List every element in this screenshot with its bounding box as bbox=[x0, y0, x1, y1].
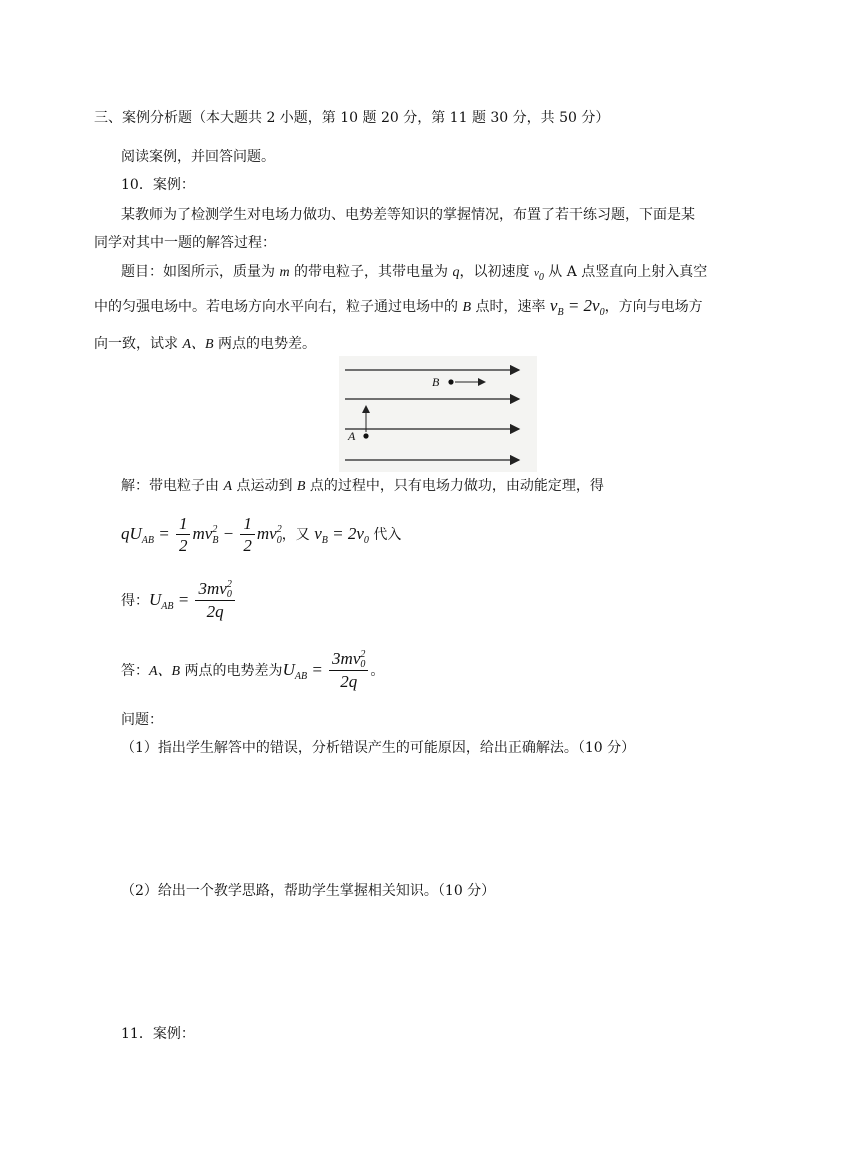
speed-rhs-subscript: 0 bbox=[599, 306, 605, 318]
answer-denominator: 2q bbox=[340, 672, 358, 692]
solution-line1 bbox=[121, 476, 604, 497]
point-a-symbol: A bbox=[223, 479, 233, 494]
answer-num-sup: 2 bbox=[360, 649, 366, 661]
eq1-term1-sup: 2 bbox=[212, 524, 218, 535]
eq1-term1-sub: B bbox=[212, 535, 219, 546]
point-b-dot bbox=[448, 379, 453, 384]
problem-text: 两点的电势差。 bbox=[213, 336, 317, 352]
eq1-tail-rhs: = 2v bbox=[327, 524, 364, 543]
velocity-symbol: v bbox=[533, 267, 539, 279]
question-2: （2）给出一个教学思路，帮助学生掌握相关知识。（10 分） bbox=[121, 883, 496, 899]
answer-u: U bbox=[282, 660, 295, 679]
speed-b-symbol: v bbox=[549, 296, 558, 315]
problem-line3 bbox=[94, 334, 316, 355]
charge-symbol: q bbox=[452, 265, 460, 280]
label-a: A bbox=[348, 429, 356, 443]
speed-b-subscript: B bbox=[557, 306, 564, 318]
section-heading: 三、案例分析题（本大题共 2 小题，第 10 题 20 分，第 11 题 30 分，共 50 分） bbox=[94, 110, 610, 126]
label-b: B bbox=[432, 375, 440, 389]
eq1-tail-rhs-subscript: 0 bbox=[363, 534, 369, 546]
eq2-num-sub: 0 bbox=[226, 589, 232, 601]
velocity-subscript: 0 bbox=[538, 271, 544, 283]
field-lines-diagram bbox=[339, 356, 537, 472]
eq2-u-subscript: AB bbox=[161, 600, 174, 612]
eq1-fraction bbox=[240, 514, 255, 557]
eq1-frac-num: 1 bbox=[176, 514, 191, 535]
answer-end: 。 bbox=[370, 663, 385, 679]
point-b-symbol: B bbox=[462, 300, 472, 315]
answer-u-subscript: AB bbox=[294, 670, 308, 682]
case10-intro-line1: 某教师为了检测学生对电场力做功、电势差等知识的掌握情况，布置了若干练习题，下面是某 bbox=[121, 207, 695, 223]
problem-text: 中的匀强电场中。若电场方向水平向右，粒子通过电场中的 bbox=[94, 299, 463, 315]
eq1-term2-sup: 2 bbox=[276, 524, 282, 535]
questions-label: 问题： bbox=[121, 712, 163, 728]
section-instruction: 阅读案例，并回答问题。 bbox=[121, 149, 275, 165]
points-ab: A、B bbox=[182, 337, 214, 352]
answer-prefix: 答： bbox=[121, 663, 149, 679]
problem-text: 向一致，试求 bbox=[94, 336, 183, 352]
problem-text: 的带电粒子，其带电量为 bbox=[289, 264, 453, 280]
problem-text: ，以初速度 bbox=[459, 264, 534, 280]
case10-intro-line2: 同学对其中一题的解答过程： bbox=[94, 235, 276, 251]
answer-fraction bbox=[329, 649, 368, 693]
eq1-term2: mv bbox=[256, 524, 277, 543]
eq1-term1: mv bbox=[192, 524, 213, 543]
eq1-frac-den: 2 bbox=[243, 535, 252, 555]
eq1-tail-v: v bbox=[314, 524, 322, 543]
problem-line2 bbox=[94, 296, 703, 323]
problem-text: 点时，速率 bbox=[471, 299, 550, 315]
eq1-term2-sub: 0 bbox=[276, 535, 282, 546]
answer-num-sub: 0 bbox=[360, 659, 366, 671]
equation-1: $qU_{AB}$ = $\frac{1}{2}$ mv 2 B − $\frac{1}{2}$ mv 2 0 ，又 $v_B = 2v_0$ 代入 bbox=[121, 513, 402, 555]
mass-symbol: m bbox=[279, 265, 290, 280]
solution-text: 点运动到 bbox=[232, 478, 297, 494]
eq2-u: U bbox=[149, 590, 162, 609]
eq1-frac-num: 1 bbox=[240, 514, 255, 535]
problem-text: ，方向与电场方 bbox=[604, 299, 703, 315]
eq2-fraction bbox=[195, 579, 234, 623]
eq2-numerator: 3mv bbox=[198, 578, 227, 598]
point-a-dot bbox=[363, 433, 368, 438]
answer-line: 答：A、B 两点的电势差为$U_{AB}$ = 3mv 2 0 2q 。 bbox=[121, 648, 385, 692]
answer-numerator: 3mv bbox=[332, 648, 361, 668]
case11-number: 11．案例： bbox=[121, 1026, 195, 1042]
equation-2: 得：$U_{AB}$ = 3mv 2 0 2q bbox=[121, 578, 237, 629]
solution-text: 点的过程中，只有电场力做功，由动能定理，得 bbox=[305, 478, 604, 494]
eq1-frac-den: 2 bbox=[178, 535, 188, 555]
eq1-tail: 代入 bbox=[368, 527, 402, 543]
eq1-tail-subscript: B bbox=[321, 534, 328, 546]
eq2-prefix: 得： bbox=[121, 593, 149, 609]
eq2-num-sup: 2 bbox=[226, 579, 232, 591]
eq1-fraction bbox=[176, 514, 191, 557]
problem-text: 从 A 点竖直向上射入真空 bbox=[543, 264, 708, 280]
question-1: （1）指出学生解答中的错误，分析错误产生的可能原因，给出正确解法。（10 分） bbox=[121, 740, 636, 756]
problem-line1 bbox=[121, 262, 707, 288]
point-b-symbol: B bbox=[296, 479, 306, 494]
answer-points: A、B bbox=[149, 664, 181, 679]
speed-rhs: = 2v bbox=[563, 296, 600, 315]
eq1-lhs: qU bbox=[121, 524, 142, 543]
eq1-lhs-subscript: AB bbox=[141, 534, 154, 546]
solution-text: 解：带电粒子由 bbox=[121, 478, 224, 494]
case10-number: 10．案例： bbox=[121, 177, 195, 193]
eq1-tail: ，又 bbox=[281, 527, 315, 543]
problem-text: 题目：如图所示，质量为 bbox=[121, 264, 280, 280]
electric-field-figure bbox=[339, 356, 537, 472]
eq2-denominator: 2q bbox=[206, 602, 224, 622]
answer-text: 两点的电势差为 bbox=[180, 663, 283, 679]
